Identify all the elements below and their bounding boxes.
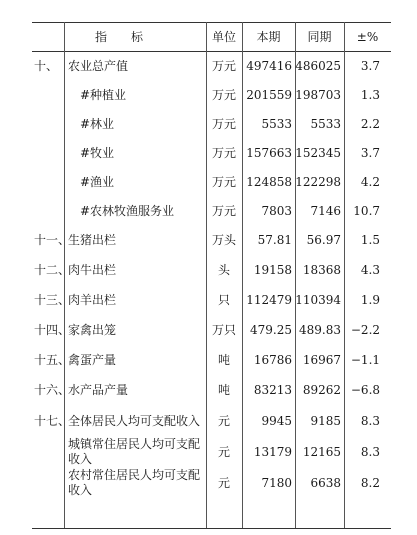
table-row [32, 467, 391, 498]
row-change: 1.3 [360, 87, 381, 102]
row-current: 497416 [246, 58, 293, 73]
row-index [32, 196, 64, 225]
table-bottom-rule [32, 528, 391, 529]
row-previous: 489.83 [299, 323, 342, 337]
row-change: 10.7 [353, 203, 381, 218]
row-item: 禽蛋产量 [68, 353, 117, 367]
row-previous: 152345 [295, 145, 342, 160]
row-unit: 头 [218, 263, 231, 277]
table-body [32, 51, 391, 498]
row-item: #渔业 [80, 174, 115, 189]
row-change: 4.2 [360, 174, 381, 189]
row-previous: 198703 [295, 87, 342, 102]
row-index [32, 467, 64, 498]
row-item: #林业 [80, 116, 115, 131]
table-row [32, 138, 391, 167]
row-unit: 万元 [212, 174, 237, 189]
table-row [32, 436, 391, 467]
row-index: 十二、 [34, 263, 71, 277]
row-current: 5533 [261, 116, 293, 131]
row-item: 肉羊出栏 [68, 293, 117, 307]
header-item: 指 标 [95, 29, 144, 44]
table-row [32, 315, 391, 345]
row-index [32, 109, 64, 138]
row-current: 7180 [261, 475, 293, 490]
row-index: 十五、 [34, 353, 71, 367]
row-index: 十三、 [34, 293, 71, 307]
table-row [32, 225, 391, 255]
row-item: 农村常住居民人均可支配收入 [68, 467, 201, 497]
table-row [32, 196, 391, 225]
row-item: 生猪出栏 [68, 233, 117, 247]
row-item: 全体居民人均可支配收入 [68, 413, 201, 428]
row-change: −1.1 [350, 353, 381, 367]
row-current: 201559 [246, 87, 293, 102]
table-header-row [32, 22, 391, 51]
row-current: 7803 [261, 203, 293, 218]
row-item: #种植业 [80, 87, 127, 102]
row-index: 十四、 [34, 323, 71, 337]
row-current: 479.25 [250, 323, 293, 337]
header-unit: 单位 [212, 29, 237, 44]
row-index: 十一、 [34, 233, 71, 247]
row-index [32, 138, 64, 167]
row-change: 8.3 [360, 444, 381, 459]
row-item: 水产品产量 [68, 383, 129, 397]
row-current: 83213 [253, 383, 293, 397]
header-previous: 同期 [307, 29, 332, 44]
table-row [32, 255, 391, 285]
row-current: 157663 [246, 145, 293, 160]
row-item: #牧业 [80, 145, 115, 160]
row-previous: 12165 [302, 444, 342, 459]
row-change: 8.2 [360, 475, 381, 490]
row-unit: 万头 [212, 233, 237, 247]
table-row [32, 167, 391, 196]
row-current: 13179 [253, 444, 293, 459]
row-unit: 万元 [212, 145, 237, 160]
row-item: 家禽出笼 [68, 323, 117, 337]
header-current: 本期 [256, 29, 281, 44]
row-index [32, 167, 64, 196]
row-unit: 万元 [212, 87, 237, 102]
row-previous: 56.97 [306, 233, 342, 247]
row-previous: 486025 [295, 58, 342, 73]
row-previous: 18368 [302, 263, 342, 277]
row-index: 十、 [34, 58, 59, 73]
row-previous: 122298 [295, 174, 342, 189]
row-unit: 万元 [212, 203, 237, 218]
row-change: 2.2 [360, 116, 381, 131]
header-change: ±% [356, 29, 379, 44]
row-previous: 89262 [302, 383, 342, 397]
row-previous: 110394 [295, 293, 342, 307]
row-previous: 16967 [302, 353, 342, 367]
row-current: 19158 [253, 263, 293, 277]
row-change: 4.3 [360, 263, 381, 277]
row-item: 农业总产值 [68, 58, 129, 73]
row-item: 肉牛出栏 [68, 263, 117, 277]
row-item: #农林牧渔服务业 [80, 203, 175, 218]
row-change: −6.8 [350, 383, 381, 397]
row-previous: 6638 [310, 475, 342, 490]
table-row [32, 405, 391, 436]
statistics-table [32, 22, 391, 498]
table-row [32, 80, 391, 109]
row-current: 124858 [246, 174, 293, 189]
row-previous: 5533 [310, 116, 342, 131]
row-item: 城镇常住居民人均可支配收入 [68, 436, 201, 466]
table-row [32, 109, 391, 138]
row-current: 9945 [261, 413, 293, 428]
row-unit: 吨 [218, 383, 231, 397]
row-unit: 万元 [212, 116, 237, 131]
row-unit: 元 [218, 475, 231, 490]
row-index: 十六、 [34, 383, 71, 397]
row-change: 3.7 [360, 145, 381, 160]
row-change: 1.9 [360, 293, 381, 307]
row-change: 3.7 [360, 58, 381, 73]
row-change: 1.5 [360, 233, 381, 247]
row-unit: 元 [218, 444, 231, 459]
row-unit: 只 [218, 293, 231, 307]
row-previous: 7146 [310, 203, 342, 218]
row-unit: 元 [218, 413, 231, 428]
row-current: 16786 [253, 353, 293, 367]
row-unit: 万只 [212, 323, 237, 337]
row-index [32, 80, 64, 109]
row-change: −2.2 [350, 323, 381, 337]
row-change: 8.3 [360, 413, 381, 428]
row-previous: 9185 [310, 413, 342, 428]
table-row [32, 285, 391, 315]
row-index: 十七、 [34, 413, 71, 428]
row-unit: 万元 [212, 58, 237, 73]
row-current: 112479 [246, 293, 293, 307]
table-row [32, 375, 391, 405]
row-current: 57.81 [257, 233, 293, 247]
row-unit: 吨 [218, 353, 231, 367]
table-row [32, 345, 391, 375]
table-row [32, 51, 391, 80]
row-index [32, 436, 64, 467]
